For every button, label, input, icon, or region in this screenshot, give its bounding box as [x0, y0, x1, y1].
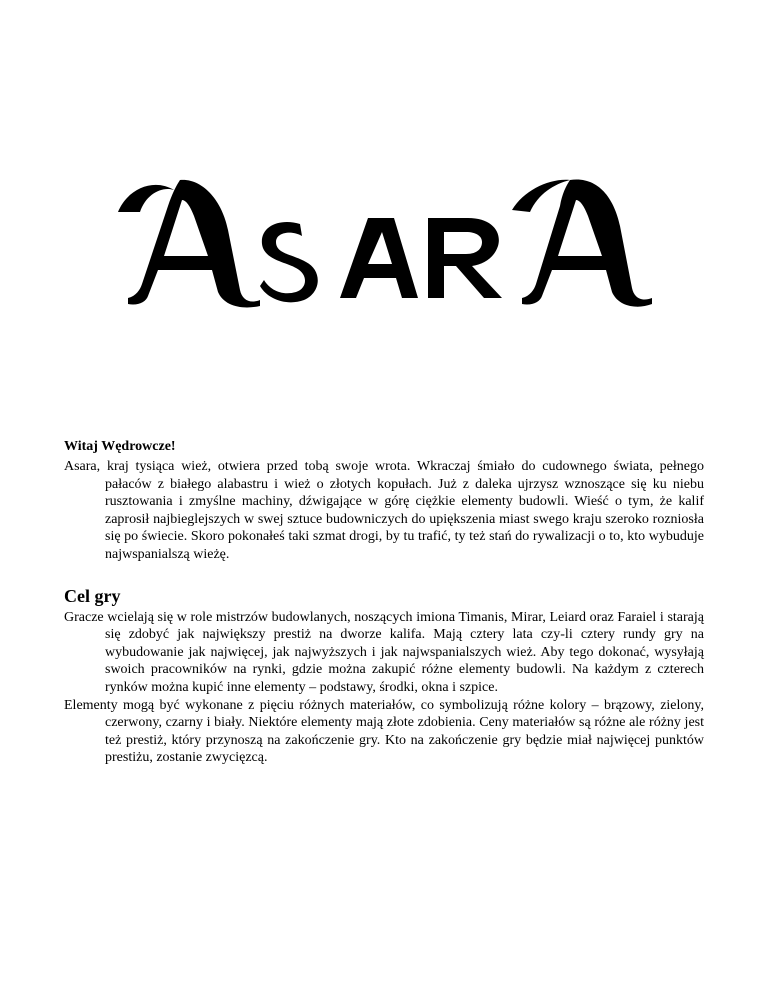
asara-logo-artwork	[110, 160, 660, 310]
section-heading: Cel gry	[64, 585, 121, 606]
section-goal	[64, 586, 704, 767]
section-welcome	[64, 438, 704, 564]
paragraph: Elementy mogą być wykonane z pięciu różnych materiałów, co symbolizują różne kolory – brązowy, zielony, czerwony, czarny i biały. Niektóre elementy mają złote zdobienia. Ceny materiałów są różne ale różny jest też prestiż, który przynoszą na zakończenie gry. Kto na zakończenie gry będzie miał najwięcej punktów prestiżu, zostanie zwycięzcą.	[64, 697, 704, 766]
section-heading: Witaj Wędrowcze!	[64, 439, 176, 454]
asara-logo	[110, 160, 660, 310]
paragraph: Gracze wcielają się w role mistrzów budowlanych, noszących imiona Timanis, Mirar, Leiard oraz Faraiel i starają się zdobyć jak największy prestiż na dworze kalifa. Mają cztery lata czy-li cztery rundy gry na wybudowanie jak najwięcej, jak najwyższych i jak najwspanialszych wież. Aby tego dokonać, wysyłają swoich pracowników na rynki, gdzie można zakupić różne elementy budowli. Na każdym z czterech rynków można kupić inne elementy – podstawy, środki, okna i szpice.	[64, 609, 704, 695]
paragraph: Asara, kraj tysiąca wież, otwiera przed tobą swoje wrota. Wkraczaj śmiało do cudownego świata, pełnego pałaców z białego alabastru i wież o złotych kopułach. Już z daleka ujrzysz wznoszące się ku niebu rusztowania i zmyślne machiny, dźwigające w górę ciężkie elementy budowli. Wieść o tym, że kalif zaprosił najbieglejszych w swej sztuce budowniczych do upiększenia miast swego kraju szeroko rozniosła się po świecie. Skoro pokonałeś taki szmat drogi, by tu trafić, ty też stań do rywalizacji o to, kto wybuduje najwspanialszą wieżę.	[64, 459, 704, 562]
document-body	[64, 438, 704, 767]
